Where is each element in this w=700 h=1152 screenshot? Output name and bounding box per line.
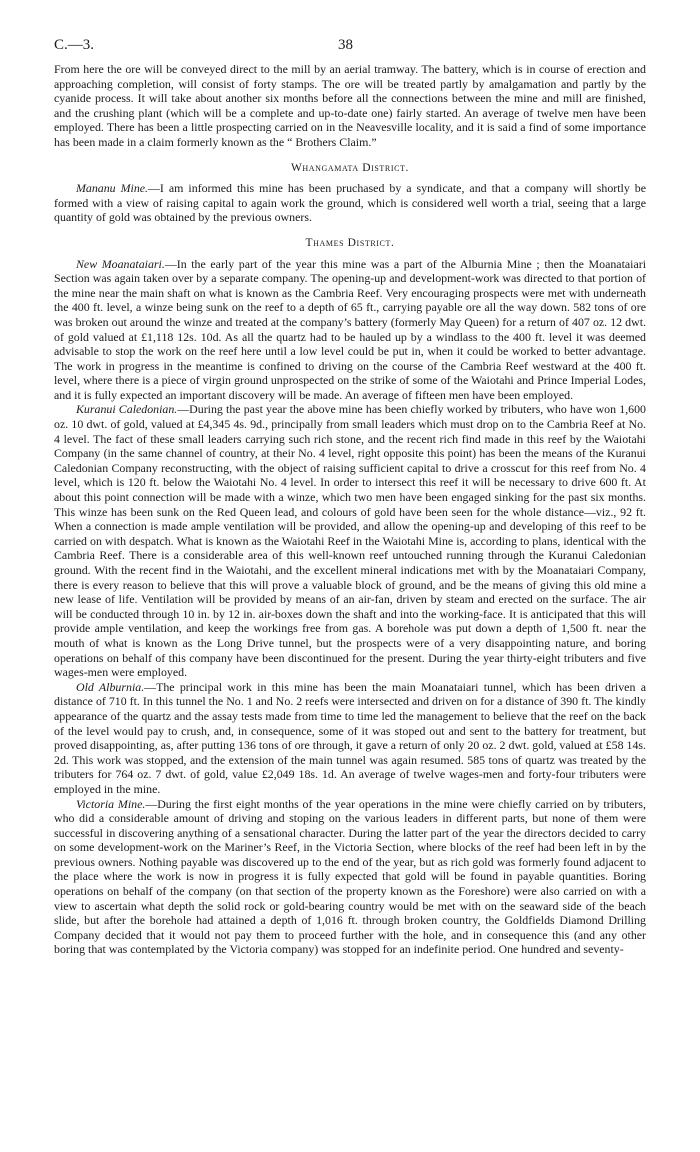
paragraph-lead: Kuranui Caledonian. — [76, 402, 178, 417]
paragraph-body: —In the early part of the year this mine was a part of the Alburnia Mine ; then the Moanataiari Section was again taken over by a separate company. The opening-up and development-work was directed to that portion of the mine near the main shaft on what is known as the Cambria Reef. Very encouraging prospects were met with underneath the 400 ft. level, a winze being sunk on the reef to a depth of 65 ft., carrying payable ore all the way down. 582 tons of ore was broken out around the winze and treated at the company’s battery (formerly May Queen) for a return of 407 oz. 12 dwt. of gold valued at £1,118 12s. 10d. As all the quartz had to be hauled up by a windlass to the 400 ft. level it was deemed advisable to stop the work on the reef here until a low level could be put in, when it could be worked to better advantage. The work in progress in the meantime is confined to driving on the course of the Cambria Reef westward at the 400 ft. level, where there is a piece of virgin ground unprospected on the strike of some of the Waiotahi and Prince Imperial Lodes, and it is fully expected an important discovery will be made. An average of fifteen men have been employed. — [54, 256, 646, 402]
paragraph-lead: Old Alburnia. — [76, 679, 145, 694]
paragraph-lead: Victoria Mine. — [76, 796, 146, 811]
intro-paragraph: From here the ore will be conveyed direct to the mill by an aerial tramway. The battery, which is in course of erection and approaching completion, will consist of forty stamps. The ore will be treated partly by amalgamation and partly by the cyanide process. It will take about another six months before all the connections between the mine and mill are finished, and the crushing plant (which will be a complete and up-to-date one) fairly started. An average of twelve men have been employed. There has been a little prospecting carried on in the Neavesville locality, and it is said a find of some importance has been made in a claim formerly known as the “ Brothers Claim.” — [54, 62, 646, 149]
paragraph-kuranui-caledonian — [54, 402, 646, 679]
paragraph-lead: New Moanataiari. — [76, 256, 165, 271]
page-header — [54, 38, 646, 62]
paragraph-body: —I am informed this mine has been pruchased by a syndicate, and that a company will shortly be formed with a view of raising capital to again work the ground, which is considered well worth a trial, seeing that a large quantity of gold was obtained by the previous owners. — [54, 181, 646, 225]
report-reference: C.—3. — [54, 37, 95, 53]
paragraph-body: —During the first eight months of the year operations in the mine were chiefly carried on by tributers, who did a considerable amount of driving and stoping on the various leaders in different parts, but none of them were successful in discovering anything of a sensational character. During the latter part of the year the directors decided to carry on some development-work on the Mariner’s Reef, in the Victoria Section, where blocks of the reef had been left in by the previous owners. Nothing payable was discovered up to the end of the year, but as rich gold was formerly found adjacent to the place where the work is now in progress it is fully expected that gold will be found in payable quantities. Boring operations on behalf of the company (on that section of the property known as the Foreshore) were also carried on with a view to ascertain what depth the solid rock or gold-bearing country would be met with on the seaward side of the beach slide, but after the borehole had attained a depth of 1,016 ft. through broken country, the Goldfields Diamond Drilling Company decided that it would not pay them to proceed further with the hole, and in consequence this (and any other boring that was contemplated by the Victoria company) was stopped for an indefinite period. One hundred and seventy- — [54, 796, 646, 957]
section-heading-whangamata: Whangamata District. — [290, 161, 410, 174]
paragraph-victoria-mine — [54, 797, 646, 958]
paragraph-body: —The principal work in this mine has been the main Moanataiari tunnel, which has been driven a distance of 710 ft. In this tunnel the No. 1 and No. 2 reefs were intersected and driven on for a distance of 390 ft. The kindly appearance of the quartz and the assay tests made from time to time led the management to believe that the reef on the back of the level would pay to crush, and, in consequence, some of it was stoped out and sent to the battery for treatment, but proved disappointing, as, after putting 136 tons of ore through, it gave a return of only 20 oz. 2 dwt. gold, valued at £58 14s. 2d. This work was stopped, and the extension of the main tunnel was again resumed. 585 tons of quartz was treated by the tributers for 764 oz. 7 dwt. of gold, value £2,049 18s. 1d. An average of twelve wages-men and forty-four tributers were employed in the mine. — [54, 679, 646, 796]
paragraph-body: —During the past year the above mine has been chiefly worked by tributers, who have won 1,600 oz. 10 dwt. of gold, valued at £4,345 4s. 9d., principally from small leaders which must drop on to the Cambria Reef at No. 4 level. The fact of these small leaders carrying such rich stone, and the recent rich find made in this reef by the Waiotahi Company (in the same channel of country, at their No. 4 level, right opposite this point) has been the means of the Kuranui Caledonian Company reconstructing, with the object of raising sufficient capital to drive a crosscut for this reef from No. 4 level, which is 120 ft. below the Waiotahi No. 4 level. In order to intersect this reef it will be necessary to drive 600 ft. At about this point connection will be made with a winze, which two men have been engaged sinking for the past six months. This winze has been sunk on the Red Queen lead, and colours of gold have been seen for the whole distance—viz., 92 ft. When a connection is made ample ventilation will be provided, and allow the opening-up and developing of this reef to be carried on with despatch. What is known as the Waiotahi Reef in the Waiotahi Mine is, according to plans, identical with the Cambria Reef. There is a considerable area of this well-known reef untouched running through the Kuranui Caledonian ground. With the recent find in the Waiotahi, and the excellent mineral indications met with by the Moanataiari Company, there is every reason to believe that this will prove a valuable block of ground, and be the means of giving this old mine a new lease of life. Ventilation will be provided by means of an air-fan, driven by steam and erected on the surface. The air will be conducted through 10 in. by 12 in. air-boxes down the shaft and into the working-face. It is anticipated that this will provide ample ventilation, and keep the workings free from gas. A borehole was put down a depth of 1,500 ft. near the mouth of what is known as the Long Drive tunnel, but the prospects were of a very disappointing nature, and boring operations on behalf of this company have been discontinued for the present. During the year thirty-eight tributers and five wages-men were employed. — [54, 402, 647, 680]
paragraph-mananu-mine — [54, 181, 646, 225]
section-heading-thames: Thames District. — [305, 236, 395, 249]
page-number: 38 — [338, 37, 353, 53]
paragraph-lead: Mananu Mine. — [76, 181, 149, 196]
paragraph-new-moanataiari — [54, 257, 646, 403]
paragraph-old-alburnia — [54, 680, 646, 797]
